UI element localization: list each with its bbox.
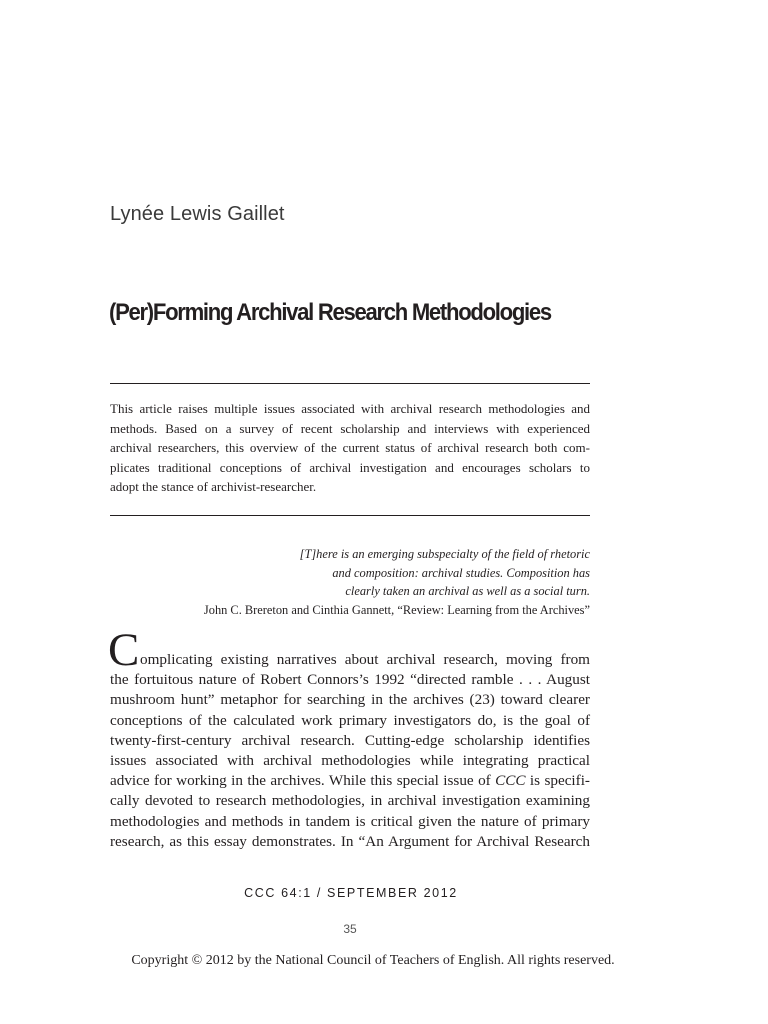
body-line: omplicating existing narratives about archival research, moving from <box>140 651 590 668</box>
epigraph-quote-line: [T]here is an emerging subspecialty of the field of rhetoric <box>299 547 590 561</box>
abstract-bottom-rule <box>110 515 590 516</box>
body-line: conceptions of the calculated work primary investigators do, is the goal of <box>110 711 590 729</box>
abstract-top-rule <box>110 383 590 384</box>
body-line-text: is specifi- <box>525 772 590 790</box>
abstract-line: plicates traditional conceptions of archival investigation and encourages scholars to <box>110 459 590 475</box>
drop-cap: C <box>108 624 140 676</box>
body-line: issues associated with archival methodologies while integrating practical <box>110 752 590 770</box>
abstract-line: This article raises multiple issues associated with archival research methodologies and <box>110 401 590 416</box>
author-name: Lynée Lewis Gaillet <box>110 203 285 225</box>
journal-abbrev: CCC <box>495 772 526 790</box>
body-line: mushroom hunt” metaphor for searching in the archives (23) toward clearer <box>110 691 590 709</box>
copyright-notice: Copyright © 2012 by the National Council of Teachers of English. All rights reserved. <box>131 953 615 968</box>
body-line: the fortuitous nature of Robert Connors’s 1992 “directed ramble . . . August <box>110 671 590 689</box>
page-number: 35 <box>343 922 357 936</box>
body-paragraph <box>110 650 590 852</box>
body-line: methodologies and methods in tandem is critical given the nature of primary <box>110 812 590 830</box>
abstract <box>110 399 590 497</box>
body-line: research, as this essay demonstrates. In “An Argument for Archival Research <box>110 832 590 850</box>
body-line: cally devoted to research methodologies, in archival investigation examining <box>110 792 590 810</box>
abstract-line: methods. Based on a survey of recent scholarship and interviews with experienced <box>110 420 590 436</box>
abstract-line: archival researchers, this overview of the current status of archival research both com- <box>110 440 590 456</box>
epigraph-quote-line: and composition: archival studies. Composition has <box>332 565 590 580</box>
journal-issue: CCC 64:1 / SEPTEMBER 2012 <box>244 886 458 900</box>
epigraph-quote-line: clearly taken an archival as well as a social turn. <box>345 584 590 598</box>
epigraph <box>170 545 590 619</box>
body-line-text: advice for working in the archives. While this special issue of <box>110 772 496 790</box>
body-line <box>110 771 590 791</box>
body-line: twenty-first-century archival research. Cutting-edge scholarship identifies <box>110 731 590 749</box>
abstract-line: adopt the stance of archivist-researcher. <box>110 479 317 495</box>
epigraph-source: John C. Brereton and Cinthia Gannett, “Review: Learning from the Archives” <box>203 602 590 617</box>
article-title: (Per)Forming Archival Research Methodologies <box>109 299 551 326</box>
